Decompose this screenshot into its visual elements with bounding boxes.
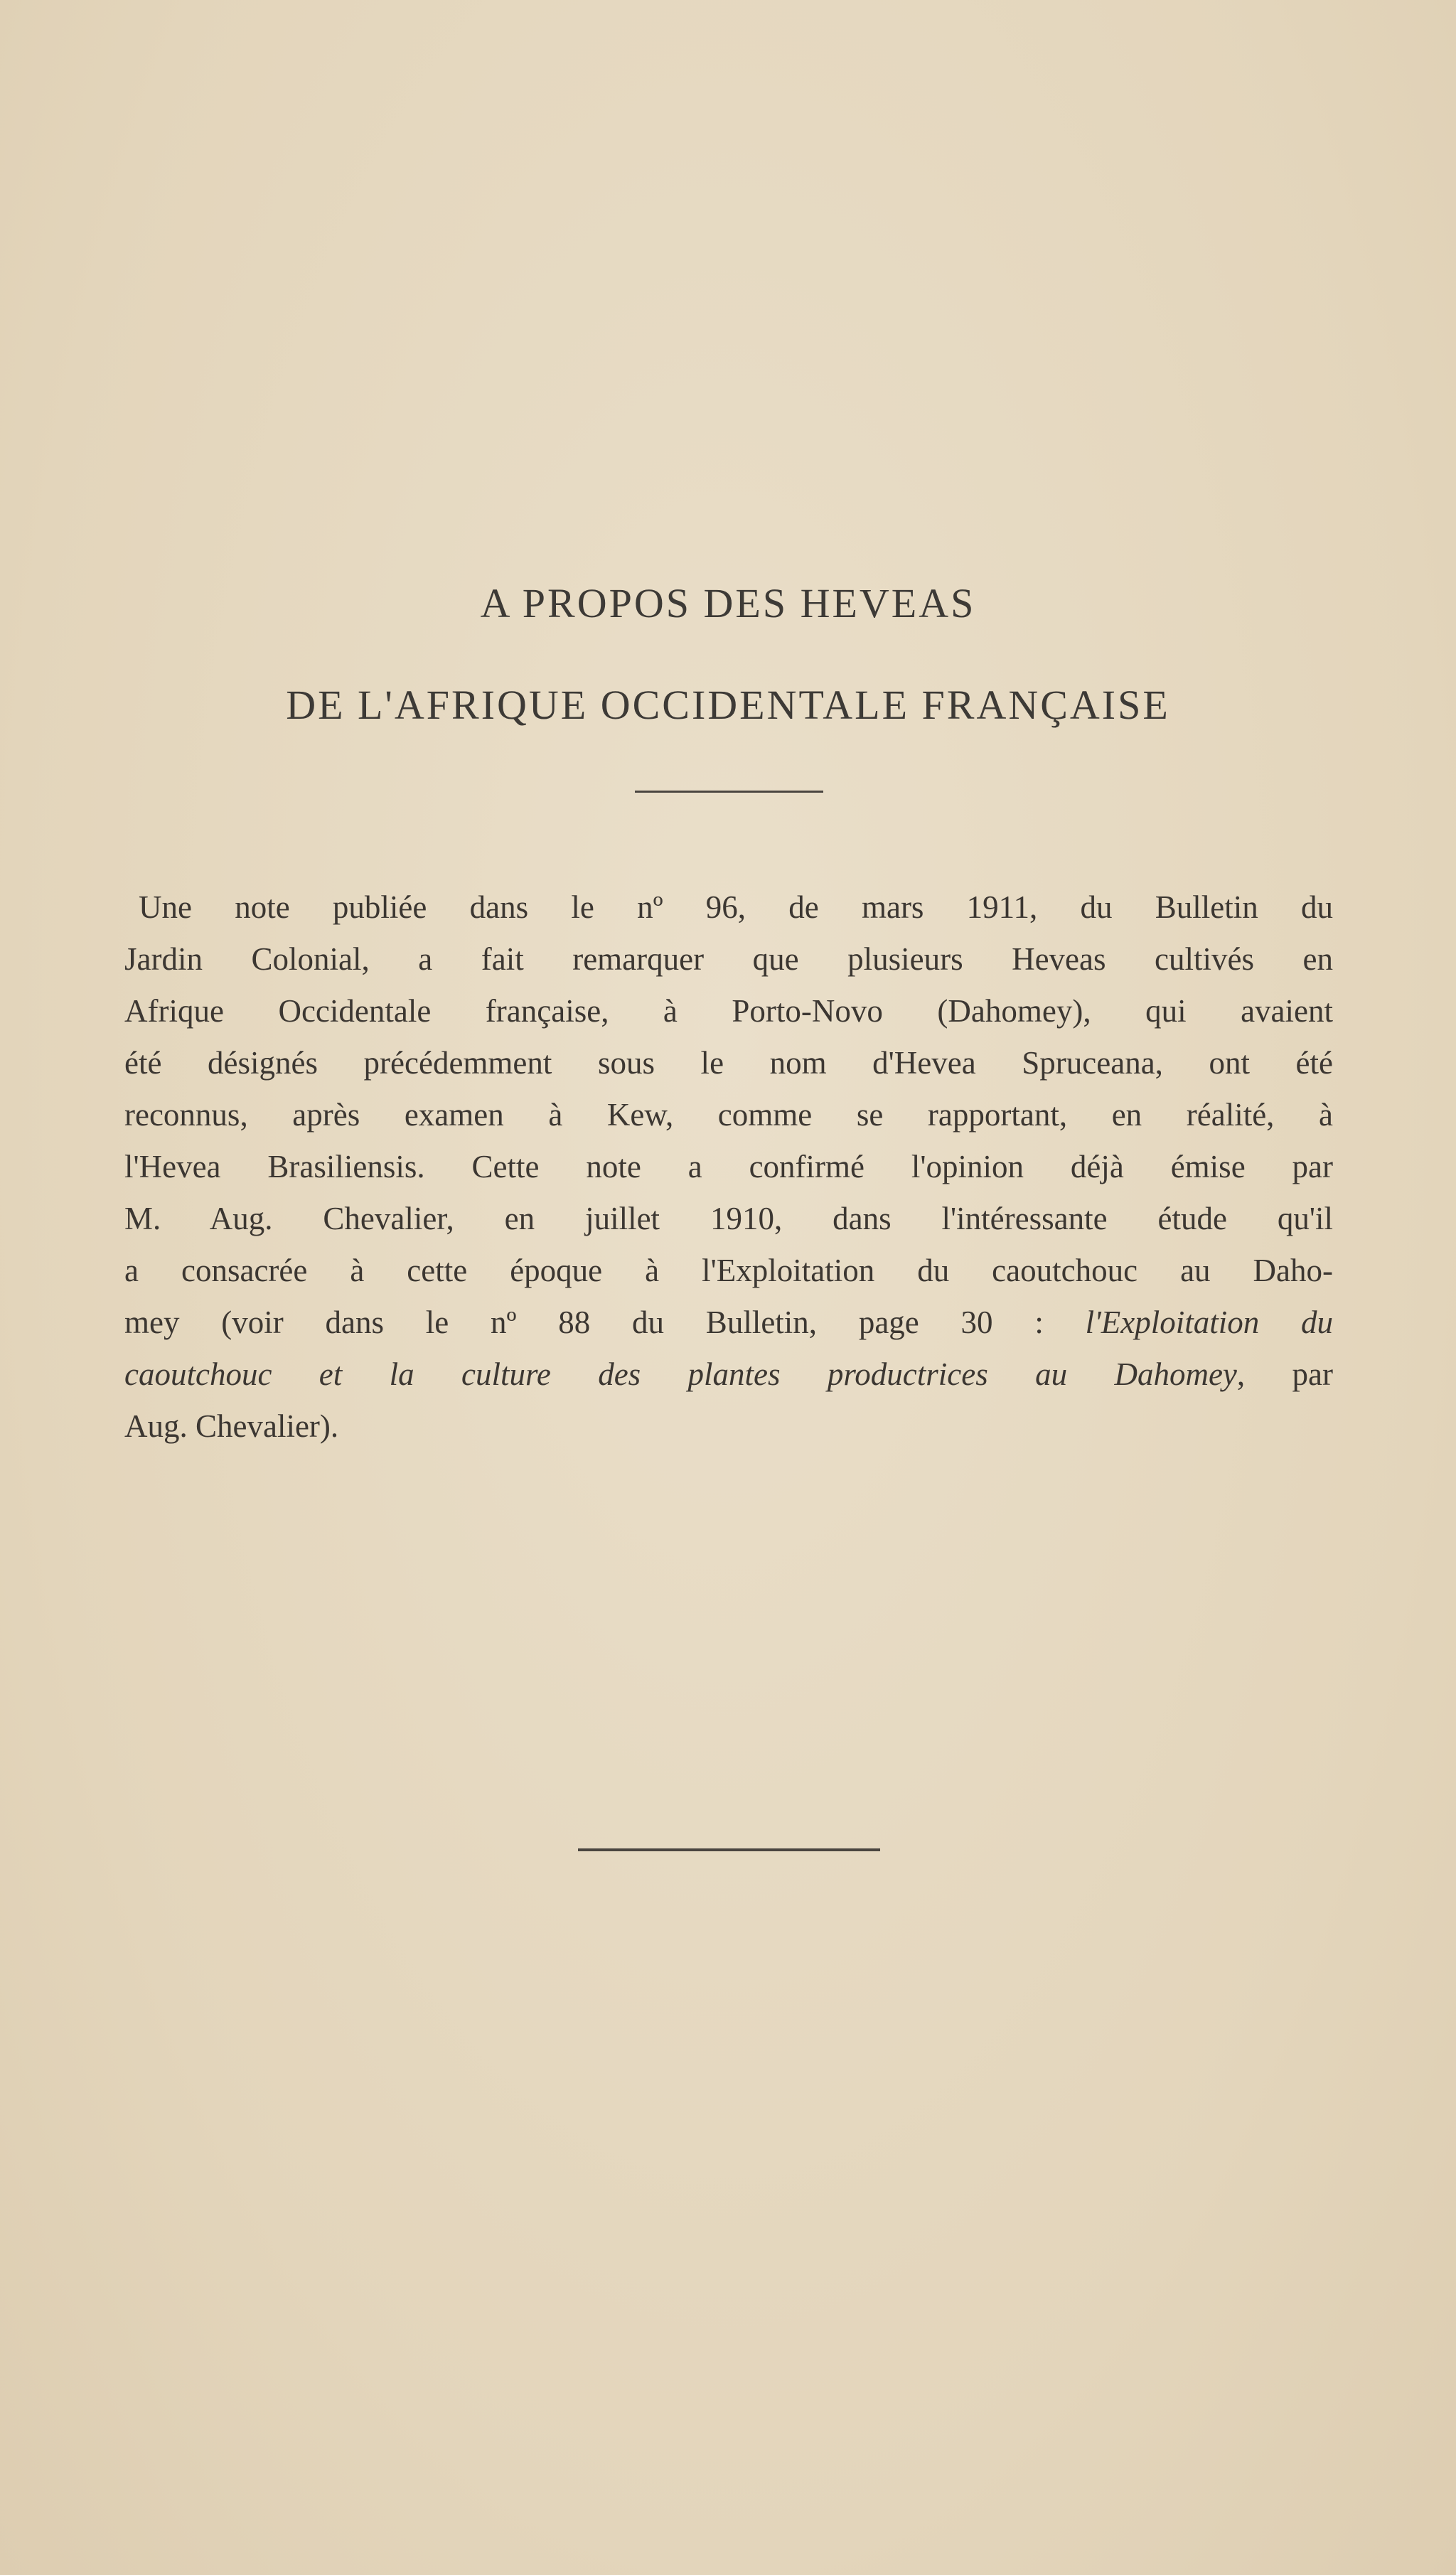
paragraph-line: reconnus, après examen à Kew, comme se rapportant, en réalité, à — [124, 1097, 1333, 1133]
paragraph-line: M. Aug. Chevalier, en juillet 1910, dans l'intéressante étude qu'il — [124, 1201, 1333, 1236]
publication-title-part: l'Exploitation du — [1085, 1305, 1333, 1340]
paragraph-line: Afrique Occidentale française, à Porto-Novo (Dahomey), qui avaient — [124, 993, 1333, 1029]
title-divider — [635, 791, 823, 793]
paragraph-line: Aug. Chevalier). — [124, 1408, 339, 1444]
line-text: mey (voir dans le nº 88 du Bulletin, page 30 : — [124, 1305, 1086, 1340]
title-line-1: A PROPOS DES HEVEAS — [480, 580, 976, 626]
body-paragraph — [124, 882, 1333, 1452]
paragraph-line: Une note publiée dans le nº 96, de mars 1911, du Bulletin du — [139, 889, 1333, 925]
paragraph-line — [124, 1349, 1333, 1401]
paragraph-line: Jardin Colonial, a fait remarquer que plusieurs Heveas cultivés en — [124, 941, 1333, 977]
paragraph-line — [124, 1297, 1333, 1349]
paragraph-line: l'Hevea Brasiliensis. Cette note a confirmé l'opinion déjà émise par — [124, 1149, 1333, 1184]
title-line-2: DE L'AFRIQUE OCCIDENTALE FRANÇAISE — [286, 682, 1170, 728]
end-divider — [578, 1848, 880, 1851]
line-text: , par — [1236, 1356, 1333, 1392]
paragraph-line: été désignés précédemment sous le nom d'Hevea Spruceana, ont été — [124, 1045, 1333, 1081]
paragraph-line: a consacrée à cette époque à l'Exploitation du caoutchouc au Daho- — [124, 1253, 1333, 1288]
publication-title-part: caoutchouc et la culture des plantes productrices au Dahomey — [124, 1356, 1237, 1392]
